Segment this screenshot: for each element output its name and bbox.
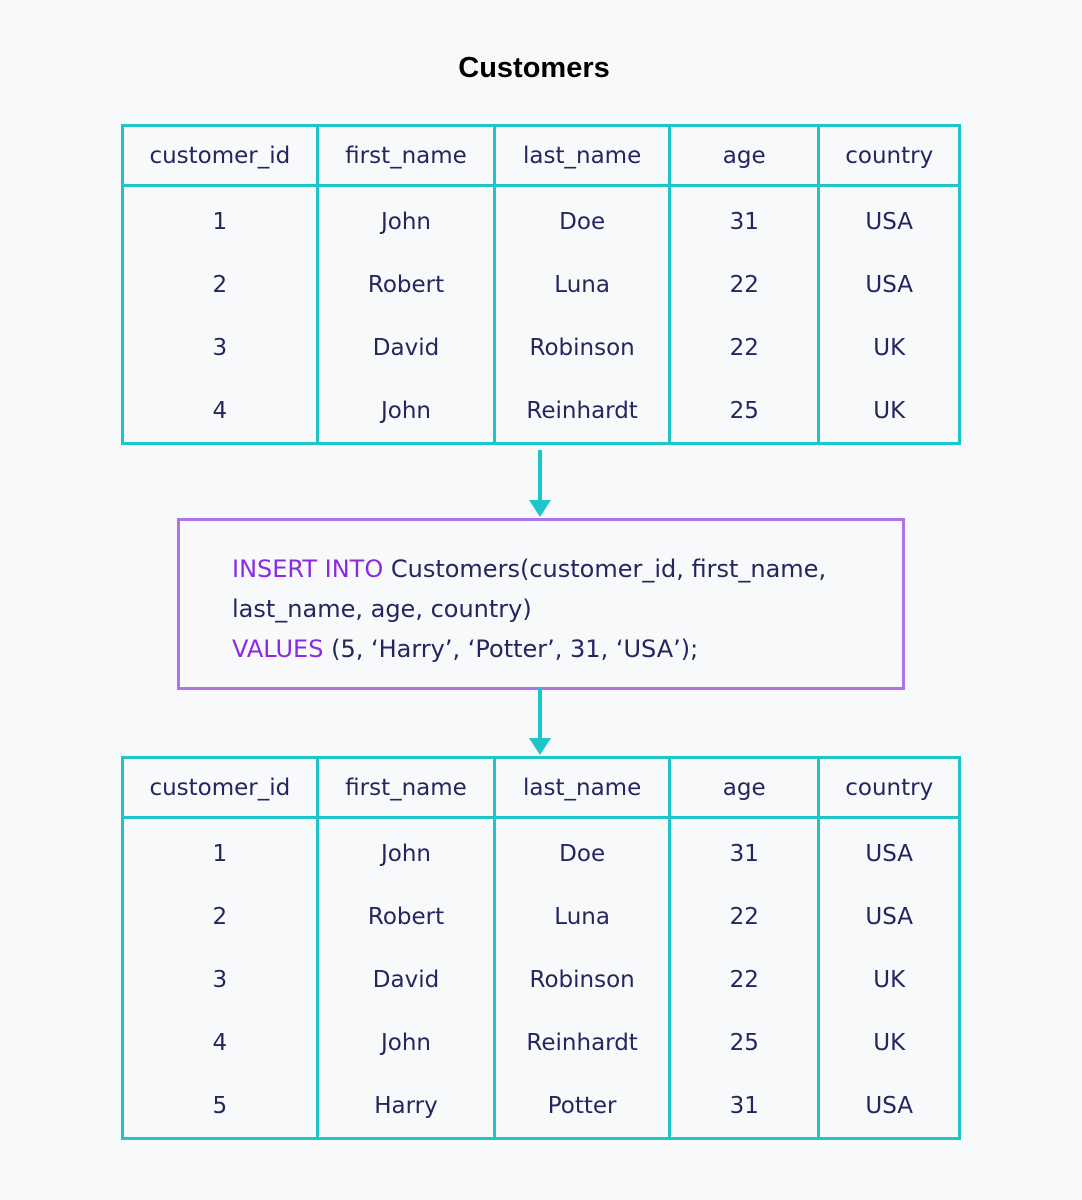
diagram-title: Customers [458,52,610,84]
cell-age: 31 [669,1074,819,1139]
cell-customer-id: 4 [212,397,228,424]
cell-age: 22 [669,316,819,379]
cell-customer-id: 5 [212,1092,228,1119]
header-row [123,126,960,186]
table-row [123,316,960,379]
cell-country: USA [819,253,960,316]
cell-last-name: Luna [495,253,670,316]
cell-first-name: Robert [317,253,495,316]
column-header: age [669,126,819,186]
cell-customer-id: 2 [212,271,228,298]
cell-first-name: David [317,316,495,379]
customers-table-before [121,124,961,445]
cell-customer-id: 3 [212,334,228,361]
cell-first-name: John [317,818,495,886]
cell-first-name: John [317,379,495,444]
cell-customer-id: 4 [212,1029,228,1056]
cell-country: USA [819,885,960,948]
sql-keyword-insert-into: INSERT INTO [232,555,384,583]
column-header: customer_id [123,758,318,818]
cell-first-name: John [317,186,495,254]
column-header: last_name [495,758,670,818]
cell-country: USA [819,1074,960,1139]
sql-keyword-values: VALUES [232,635,324,663]
table-row-inserted [123,1074,960,1139]
column-header: last_name [495,126,670,186]
table-row [123,186,960,254]
cell-customer-id: 3 [212,966,228,993]
cell-age: 22 [669,885,819,948]
column-header: country [819,126,960,186]
cell-country: USA [819,186,960,254]
cell-first-name: John [317,1011,495,1074]
cell-country: UK [819,379,960,444]
cell-first-name: David [317,948,495,1011]
table-row [123,379,960,444]
cell-last-name: Reinhardt [495,379,670,444]
column-header: country [819,758,960,818]
sql-values-list: (5, ‘Harry’, ‘Potter’, 31, ‘USA’); [323,635,699,663]
cell-country: UK [819,1011,960,1074]
cell-last-name: Doe [495,186,670,254]
sql-line-1 [232,549,826,589]
column-header: first_name [317,126,495,186]
customers-table-after [121,756,961,1140]
table-row [123,253,960,316]
header-row [123,758,960,818]
cell-last-name: Robinson [495,948,670,1011]
cell-country: UK [819,948,960,1011]
sql-line-2: last_name, age, country) [232,595,532,623]
column-header: first_name [317,758,495,818]
cell-last-name: Doe [495,818,670,886]
cell-country: UK [819,316,960,379]
cell-customer-id: 1 [212,208,228,235]
cell-age: 25 [669,1011,819,1074]
cell-age: 22 [669,948,819,1011]
cell-last-name: Robinson [495,316,670,379]
sql-table-columns: Customers(customer_id, first_name, [383,555,827,583]
down-arrow-icon [529,688,551,756]
cell-country: USA [819,818,960,886]
table-row [123,1011,960,1074]
table-row [123,885,960,948]
down-arrow-icon [529,450,551,518]
cell-last-name: Reinhardt [495,1011,670,1074]
sql-code [232,549,826,669]
cell-first-name: Robert [317,885,495,948]
column-header: age [669,758,819,818]
table-row [123,818,960,886]
cell-last-name: Potter [495,1074,670,1139]
sql-line-3 [232,629,826,669]
cell-customer-id: 2 [212,903,228,930]
sql-query-box [177,518,905,690]
cell-age: 22 [669,253,819,316]
cell-customer-id: 1 [212,840,228,867]
cell-last-name: Luna [495,885,670,948]
column-header: customer_id [123,126,318,186]
table-row [123,948,960,1011]
cell-age: 31 [669,818,819,886]
cell-age: 31 [669,186,819,254]
cell-first-name: Harry [317,1074,495,1139]
cell-age: 25 [669,379,819,444]
